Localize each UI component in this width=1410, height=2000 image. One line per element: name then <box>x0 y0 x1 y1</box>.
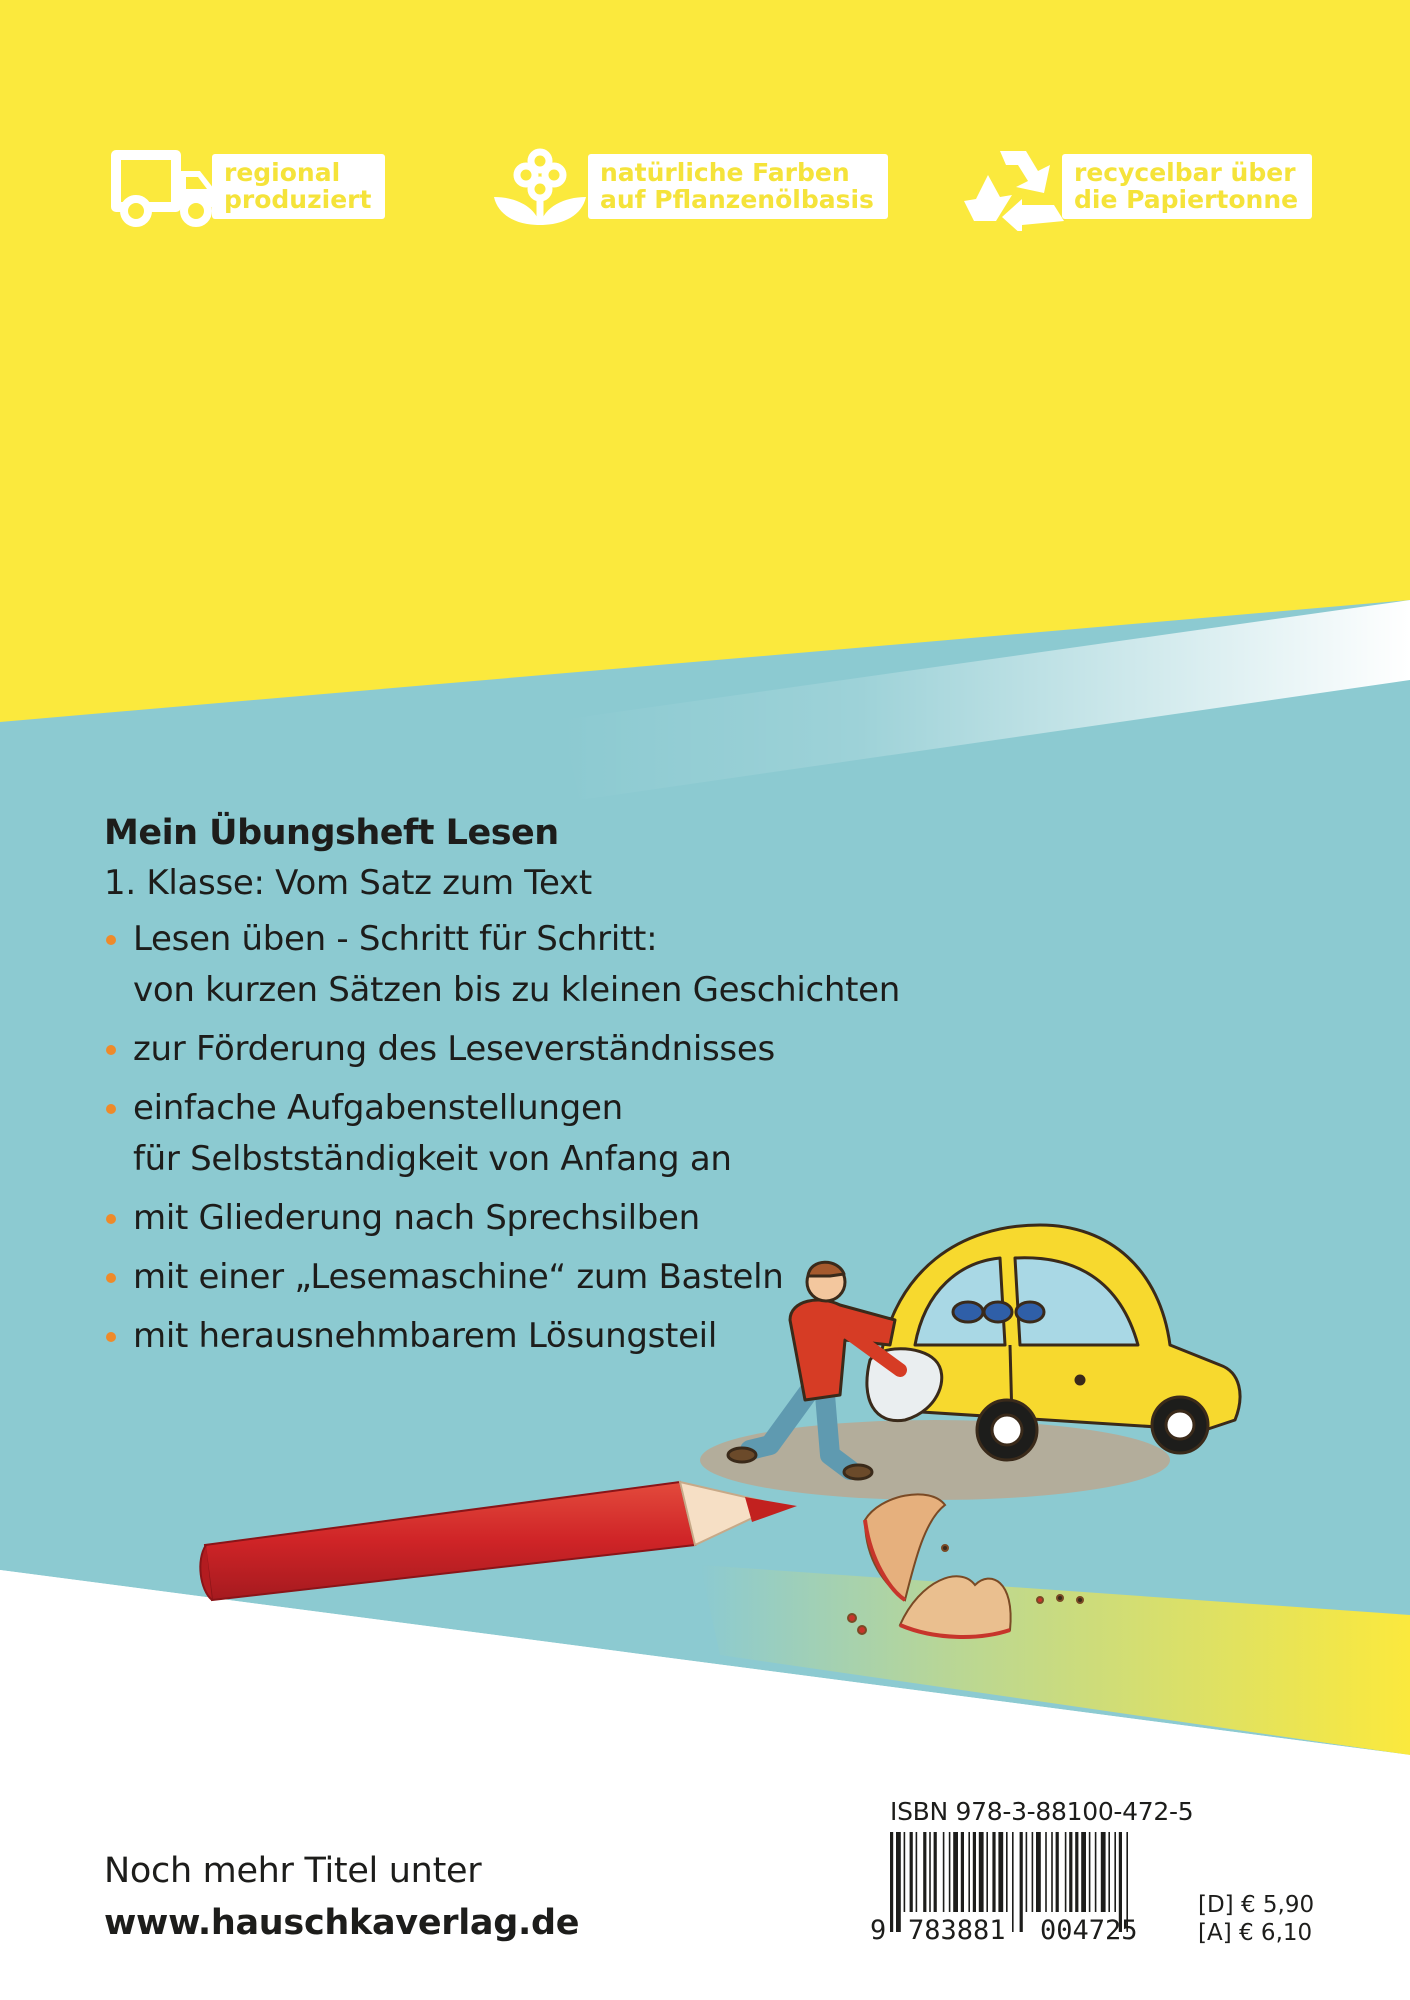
barcode-bar <box>934 1832 937 1912</box>
recycle-icon <box>960 141 1070 231</box>
barcode-bar <box>1075 1832 1078 1912</box>
feature-item: Lesen üben - Schritt für Schritt: von kurzen Sätzen bis zu kleinen Geschichten <box>104 914 964 1016</box>
barcode-bar <box>1081 1832 1086 1912</box>
publisher-url-link[interactable]: www.hauschkaverlag.de <box>104 1903 580 1943</box>
book-subtitle: 1. Klasse: Vom Satz zum Text <box>104 863 592 903</box>
barcode-bar <box>1095 1832 1097 1912</box>
feature-item: mit Gliederung nach Sprechsilben <box>104 1193 964 1244</box>
barcode-bar <box>1069 1832 1072 1912</box>
truck-icon <box>110 141 220 231</box>
badge-label: recycelbar über die Papiertonne <box>1062 154 1312 219</box>
badge-label: regional produziert <box>212 154 385 219</box>
barcode-bar <box>973 1832 976 1912</box>
barcode-bar <box>904 1832 906 1912</box>
barcode-bar <box>949 1832 951 1912</box>
badge-recyclable <box>960 150 1312 222</box>
price-block <box>1198 1891 1314 1947</box>
badge-regional <box>110 150 385 222</box>
barcode-bar <box>968 1832 970 1912</box>
barcode-bar <box>923 1832 926 1912</box>
barcode-bar <box>953 1832 958 1912</box>
barcode-bar <box>979 1832 984 1912</box>
barcode-bar <box>896 1832 901 1932</box>
barcode-bar <box>1065 1832 1067 1912</box>
feature-item: mit herausnehmbarem Lösungsteil <box>104 1311 964 1362</box>
badge-plant-oil-colors <box>486 150 888 222</box>
barcode-bar <box>1036 1832 1041 1912</box>
feature-list <box>104 914 964 1362</box>
barcode <box>868 1832 1188 1942</box>
barcode-bar <box>1026 1832 1028 1912</box>
feature-item: mit einer „Lesemaschine“ zum Basteln <box>104 1252 964 1303</box>
barcode-bar <box>943 1832 945 1912</box>
barcode-digits-right: 004725 <box>1040 1915 1138 1942</box>
publisher-footer <box>104 1846 579 1950</box>
barcode-bar <box>910 1832 913 1912</box>
barcode-bar <box>1108 1832 1110 1912</box>
isbn-label: ISBN 978-3-88100-472-5 <box>890 1797 1194 1826</box>
flower-icon <box>486 141 596 231</box>
more-titles-text: Noch mehr Titel unter <box>104 1851 482 1891</box>
barcode-bar <box>992 1832 995 1912</box>
barcode-bar <box>1006 1832 1008 1912</box>
barcode-digits-left: 783881 <box>908 1915 1006 1942</box>
feature-item: zur Förderung des Leseverständnisses <box>104 1024 964 1075</box>
feature-item: einfache Aufgabenstellungen für Selbstständigkeit von Anfang an <box>104 1083 964 1185</box>
book-description <box>104 808 964 1370</box>
badge-label: natürliche Farben auf Pflanzenölbasis <box>588 154 888 219</box>
barcode-bar <box>986 1832 988 1912</box>
price-austria: [A] € 6,10 <box>1198 1920 1313 1946</box>
book-title: Mein Übungsheft Lesen <box>104 813 559 853</box>
barcode-bar <box>1012 1832 1014 1932</box>
barcode-bar <box>1101 1832 1106 1912</box>
barcode-bar <box>1051 1832 1053 1912</box>
barcode-bar <box>1114 1832 1116 1912</box>
barcode-bar <box>1032 1832 1034 1912</box>
barcode-bar <box>1045 1832 1047 1912</box>
barcode-bar <box>1020 1832 1023 1932</box>
barcode-bar <box>916 1832 918 1912</box>
barcode-bar <box>929 1832 931 1912</box>
barcode-bar <box>890 1832 893 1932</box>
price-germany: [D] € 5,90 <box>1198 1892 1315 1918</box>
barcode-bar <box>961 1832 964 1912</box>
barcode-digit-first: 9 <box>870 1915 887 1942</box>
barcode-bar <box>1056 1832 1059 1912</box>
barcode-bar <box>1089 1832 1091 1912</box>
barcode-bar <box>998 1832 1003 1912</box>
